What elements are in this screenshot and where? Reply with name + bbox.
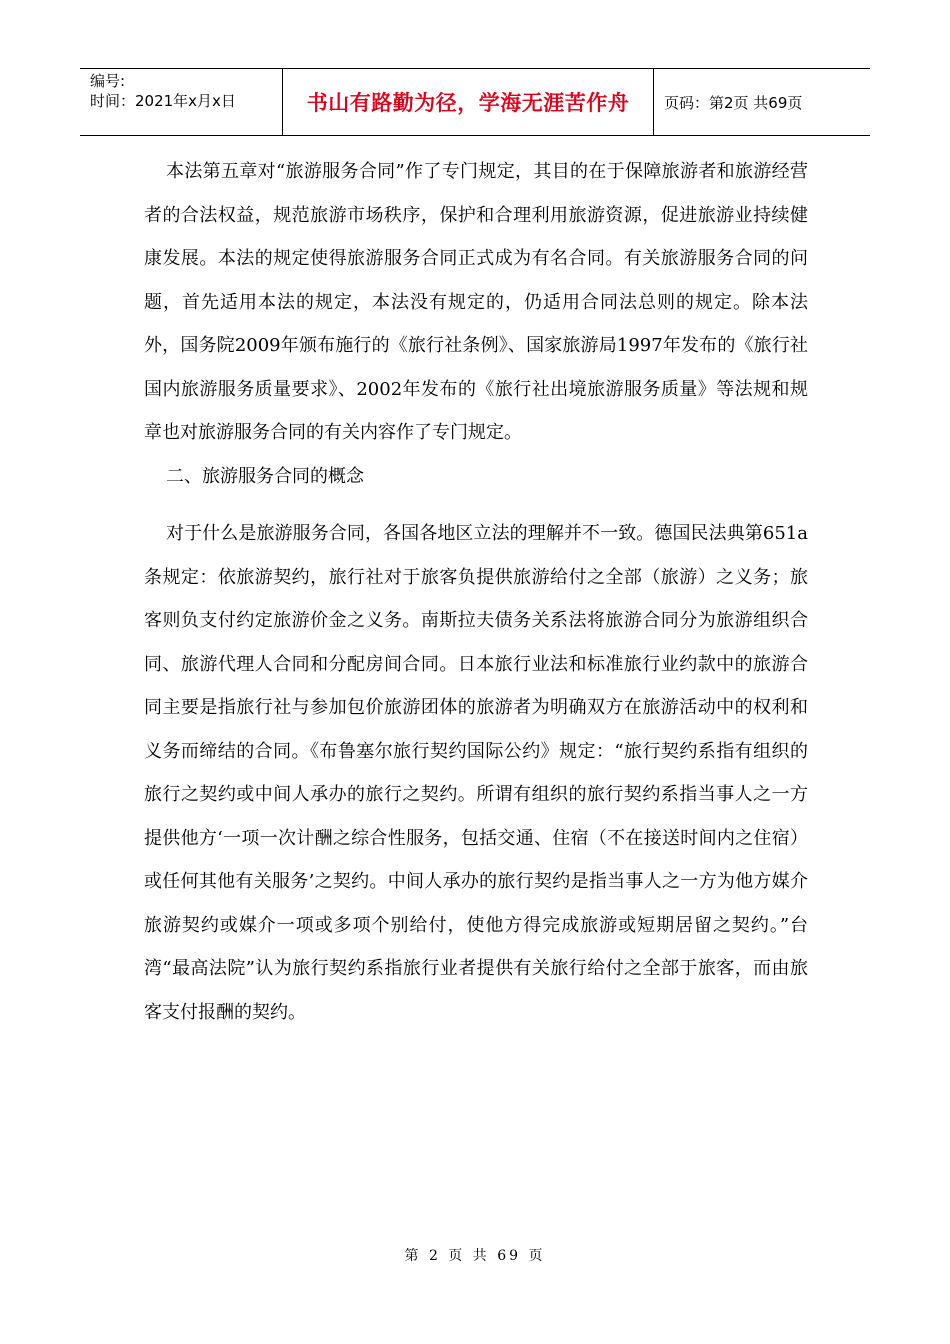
header-page-info: 页码：第2页 共69页	[664, 93, 803, 112]
header-motto: 书山有路勤为径，学海无涯苦作舟	[282, 69, 654, 135]
header-meta	[80, 69, 282, 135]
section-heading: 二、旅游服务合同的概念	[166, 465, 364, 487]
paragraph-intro: 本法第五章对“旅游服务合同”作了专门规定，其目的在于保障旅游者和旅游经营者的合法权益，规范旅游市场秩序，保护和合理利用旅游资源，促进旅游业持续健康发展。本法的规定使得旅游服务合同正式成为有名合同。有关旅游服务合同的问题，首先适用本法的规定，本法没有规定的，仍适用合同法总则的规定。除本法外，国务院2009年颁布施行的《旅行社条例》、国家旅游局1997年发布的《旅行社国内旅游服务质量要求》、2002年发布的《旅行社出境旅游服务质量》等法规和规章也对旅游服务合同的有关内容作了专门规定。	[144, 161, 808, 443]
number-label: 编号:	[90, 72, 126, 90]
page-footer: 第 2 页 共 69 页	[404, 1248, 546, 1264]
page-header	[80, 68, 870, 136]
document-body	[144, 150, 808, 1034]
time-label: 时间：2021年x月x日	[90, 92, 236, 110]
paragraph-concept: 对于什么是旅游服务合同，各国各地区立法的理解并不一致。德国民法典第651a条规定：依旅游契约，旅行社对于旅客负提供旅游给付之全部（旅游）之义务；旅客则负支付约定旅游价金之义务。南斯拉夫债务关系法将旅游合同分为旅游组织合同、旅游代理人合同和分配房间合同。日本旅行业法和标准旅行业约款中的旅游合同主要是指旅行社与参加包价旅游团体的旅游者为明确双方在旅游活动中的权利和义务而缔结的合同。《布鲁塞尔旅行契约国际公约》规定：“旅行契约系指有组织的旅行之契约或中间人承办的旅行之契约。所谓有组织的旅行契约系指当事人之一方提供他方‘一项一次计酬之综合性服务，包括交通、住宿（不在接送时间内之住宿）或任何其他有关服务’之契约。中间人承办的旅行契约是指当事人之一方为他方媒介旅游契约或媒介一项或多项个别给付，使他方得完成旅游或短期居留之契约。”台湾“最高法院”认为旅行契约系指旅行业者提供有关旅行给付之全部于旅客，而由旅客支付报酬的契约。	[144, 523, 808, 1023]
